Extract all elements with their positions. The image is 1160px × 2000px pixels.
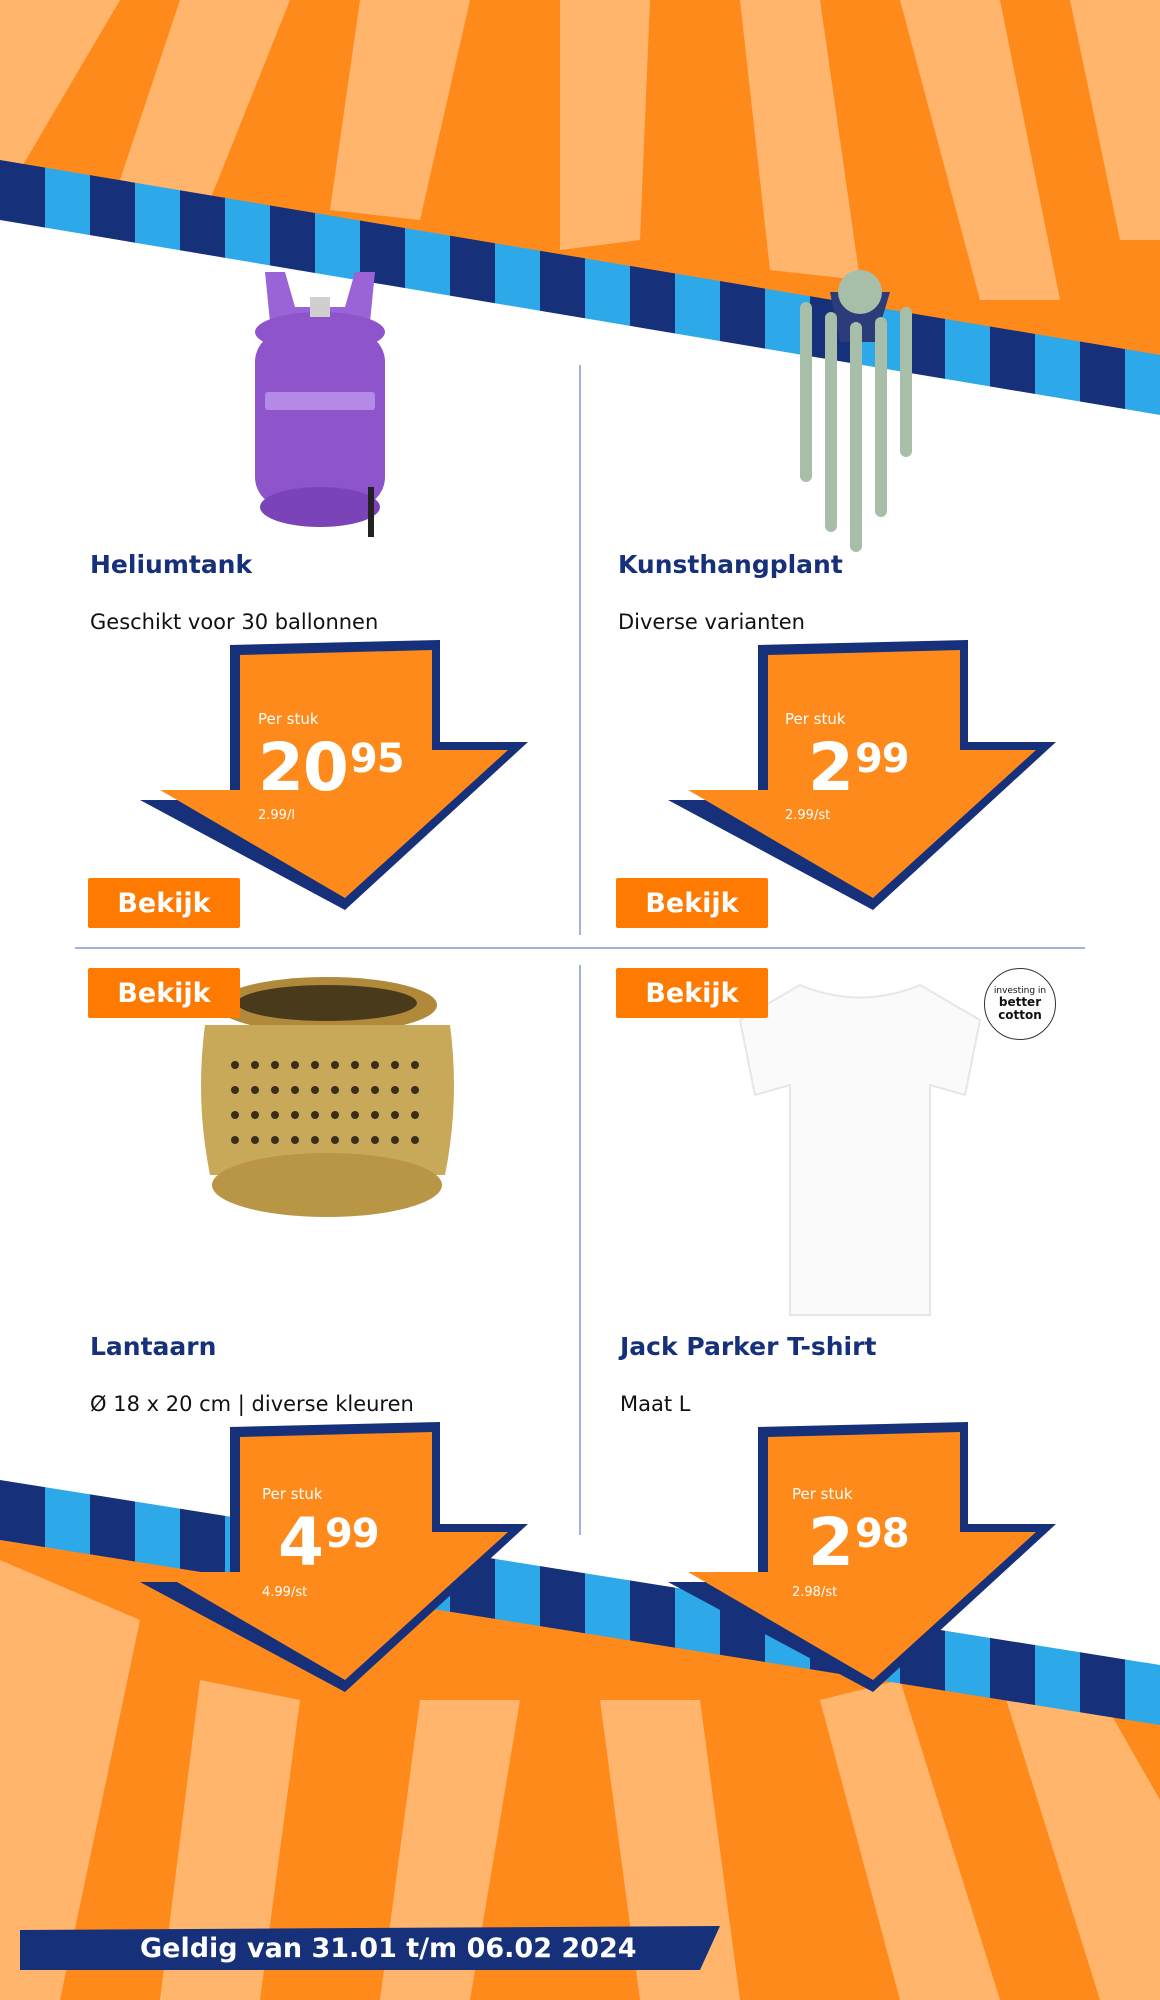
bekijk-button[interactable]: Bekijk bbox=[616, 878, 768, 928]
bekijk-button[interactable]: Bekijk bbox=[88, 878, 240, 928]
badge-line2: better bbox=[998, 995, 1042, 1010]
hanging-plant-icon bbox=[780, 262, 930, 552]
product-title: Kunsthangplant bbox=[618, 550, 843, 579]
product-subtitle: Maat L bbox=[620, 1392, 691, 1416]
per-stuk-label: Per stuk bbox=[792, 1485, 853, 1503]
price-cents: 99 bbox=[324, 1511, 379, 1557]
price-main: 4 bbox=[278, 1504, 323, 1581]
helium-tank-icon bbox=[240, 262, 400, 552]
validity-text: Geldig van 31.01 t/m 06.02 2024 bbox=[140, 1933, 637, 1964]
price-cents: 99 bbox=[854, 736, 909, 782]
unit-price: 2.99/st bbox=[785, 808, 831, 823]
per-stuk-label: Per stuk bbox=[258, 710, 319, 728]
product-title: Lantaarn bbox=[90, 1332, 217, 1361]
badge-line1: investing in bbox=[993, 985, 1047, 996]
price-main: 2 bbox=[808, 729, 853, 806]
unit-price: 2.99/l bbox=[258, 808, 295, 823]
price-cents: 98 bbox=[854, 1511, 909, 1557]
tshirt-icon bbox=[730, 975, 990, 1325]
per-stuk-label: Per stuk bbox=[262, 1485, 323, 1503]
bekijk-button[interactable]: Bekijk bbox=[616, 968, 768, 1018]
badge-line3: cotton bbox=[998, 1007, 1042, 1022]
price-main: 20 bbox=[258, 729, 348, 806]
per-stuk-label: Per stuk bbox=[785, 710, 846, 728]
price bbox=[808, 729, 909, 806]
price-cents: 95 bbox=[349, 736, 404, 782]
product-subtitle: Ø 18 x 20 cm | diverse kleuren bbox=[90, 1392, 414, 1416]
price bbox=[808, 1504, 909, 1581]
price-main: 2 bbox=[808, 1504, 853, 1581]
unit-price: 2.98/st bbox=[792, 1585, 838, 1600]
product-subtitle: Geschikt voor 30 ballonnen bbox=[90, 610, 379, 634]
unit-price: 4.99/st bbox=[262, 1585, 308, 1600]
bekijk-button[interactable]: Bekijk bbox=[88, 968, 240, 1018]
better-cotton-badge bbox=[984, 968, 1056, 1040]
product-subtitle: Diverse varianten bbox=[618, 610, 805, 634]
price bbox=[258, 729, 404, 806]
price bbox=[278, 1504, 379, 1581]
product-title: Heliumtank bbox=[90, 550, 253, 579]
product-title: Jack Parker T-shirt bbox=[620, 1332, 877, 1361]
